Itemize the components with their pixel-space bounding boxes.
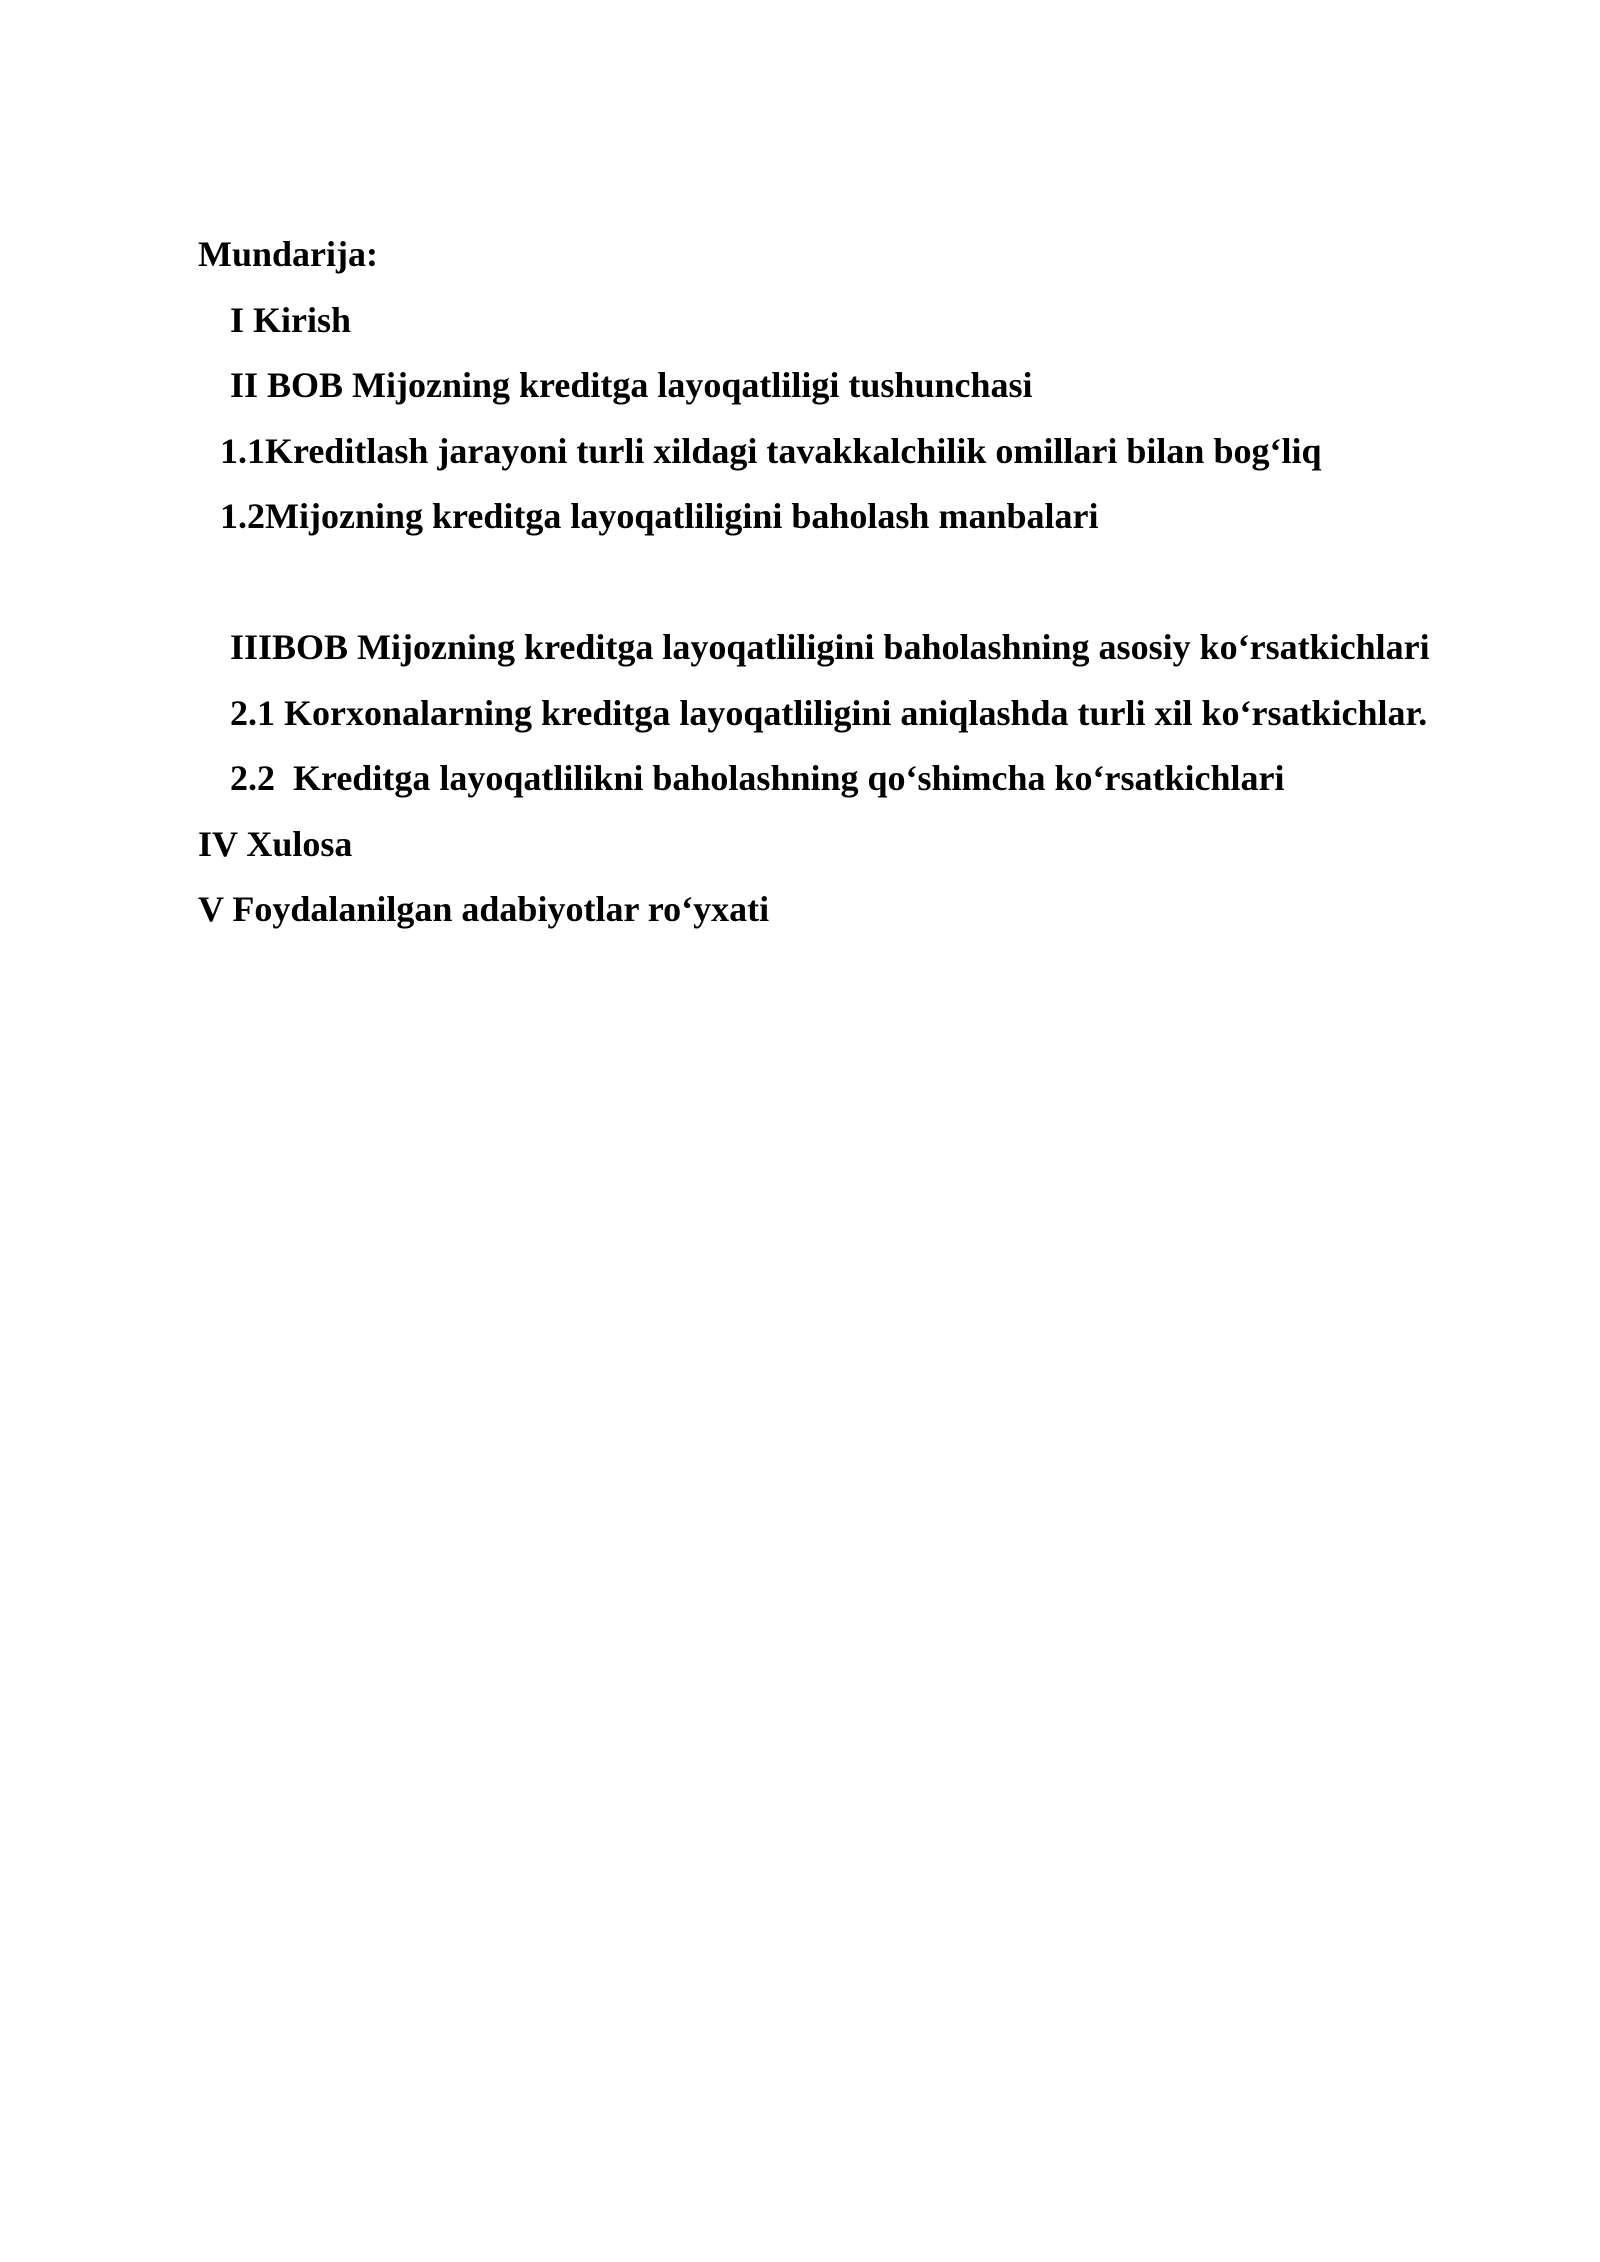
toc-heading: Mundarija: <box>198 234 378 274</box>
toc-item-1-1: 1.1Kreditlash jarayoni turli xildagi tavakkalchilik omillari bilan bog‘liq <box>220 430 1322 471</box>
toc-item-chapter-2: II BOB Mijozning kreditga layoqatliligi tushunchasi <box>230 365 1033 405</box>
toc-item-references: V Foydalanilgan adabiyotlar ro‘yxati <box>198 889 770 929</box>
toc-item-chapter-3: IIIBOB Mijozning kreditga layoqatliligini baholashning asosiy ko‘rsatkichlari <box>230 627 1430 667</box>
toc-item-1-2: 1.2Mijozning kreditga layoqatliligini baholash manbalari <box>220 496 1099 536</box>
toc-item-2-2: 2.2 Kreditga layoqatlilikni baholashning qo‘shimcha ko‘rsatkichlari <box>230 758 1285 798</box>
toc-item-intro: I Kirish <box>230 299 352 340</box>
table-of-contents <box>198 222 1448 943</box>
toc-item-2-1: 2.1 Korxonalarning kreditga layoqatliligini aniqlashda turli xil ko‘rsatkichlar. <box>230 692 1428 733</box>
toc-spacer <box>198 550 1448 616</box>
toc-item-conclusion: IV Xulosa <box>198 823 353 864</box>
